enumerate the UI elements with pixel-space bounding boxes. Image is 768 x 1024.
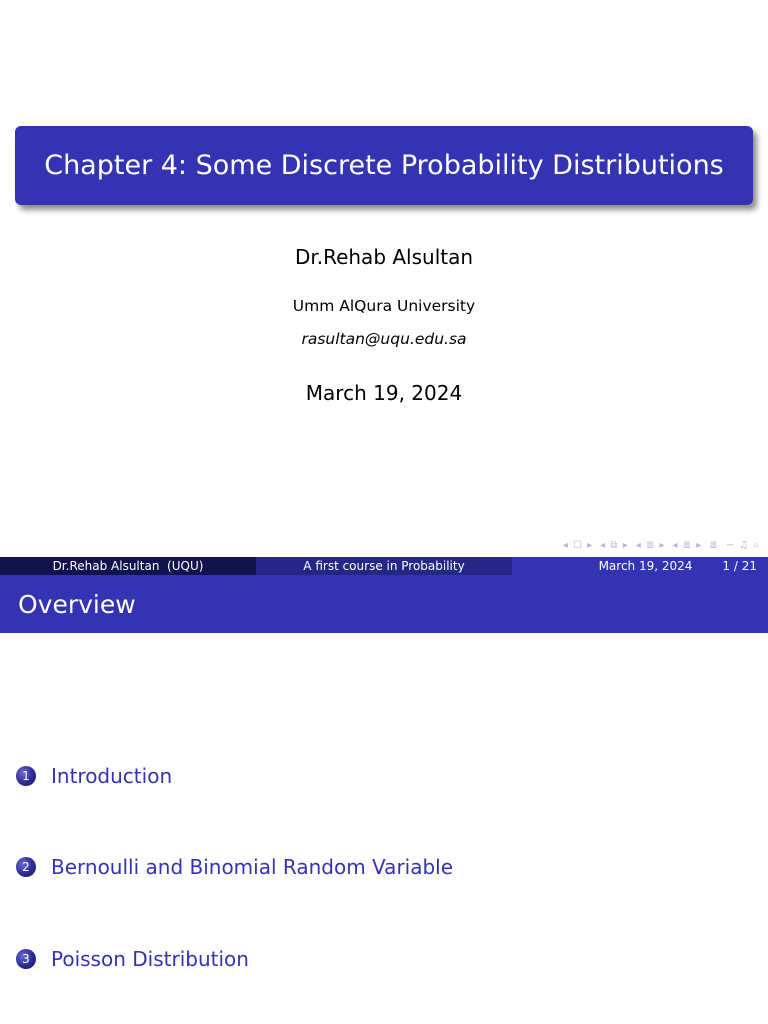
section-nav-icon[interactable]: ◂ ≣ ▸ (635, 539, 666, 551)
toc-item-poisson[interactable] (16, 947, 249, 971)
author-email: rasultan@uqu.edu.sa (301, 330, 467, 348)
toc-item-introduction[interactable] (16, 764, 172, 788)
frame-title: Overview (18, 589, 136, 619)
frame-title-bar (0, 575, 768, 633)
footer-author-text: Dr.Rehab Alsultan (UQU) (52, 559, 204, 573)
frame-nav-icon[interactable]: ◂ ☐ ▸ (562, 539, 594, 551)
subsection-nav-icon[interactable]: ◂ ⧉ ▸ (600, 539, 629, 551)
toc-item-label: Poisson Distribution (51, 947, 249, 971)
toc-item-bernoulli-binomial[interactable] (16, 855, 453, 879)
toc-item-label: Bernoulli and Binomial Random Variable (51, 855, 454, 879)
slide-title: Chapter 4: Some Discrete Probability Distributions (44, 150, 724, 181)
presentation-date: March 19, 2024 (305, 381, 463, 405)
title-block (15, 126, 753, 205)
footer-course (256, 557, 512, 575)
section-number-ball-icon: 2 (16, 857, 36, 877)
beamer-navigation-bar (563, 538, 760, 552)
institute-name: Umm AlQura University (292, 297, 476, 315)
section-number-ball-icon: 3 (16, 949, 36, 969)
footer-bar (0, 557, 768, 575)
subsection-list-nav-icon[interactable]: ◂ ≣ ▸ (672, 539, 703, 551)
author-name: Dr.Rehab Alsultan (294, 245, 474, 269)
footer-date: March 19, 2024 (598, 559, 693, 573)
footer-date-page (512, 557, 768, 575)
toc-item-label: Introduction (51, 764, 173, 788)
footer-page-number: 1 / 21 (722, 559, 757, 573)
footer-course-text: A first course in Probability (303, 559, 465, 573)
search-back-forward-icon[interactable]: ∽ ♫ ⌕ (725, 539, 760, 551)
appendix-nav-icon[interactable]: ≣ (709, 539, 719, 551)
footer-author (0, 557, 256, 575)
section-number-ball-icon: 1 (16, 766, 36, 786)
